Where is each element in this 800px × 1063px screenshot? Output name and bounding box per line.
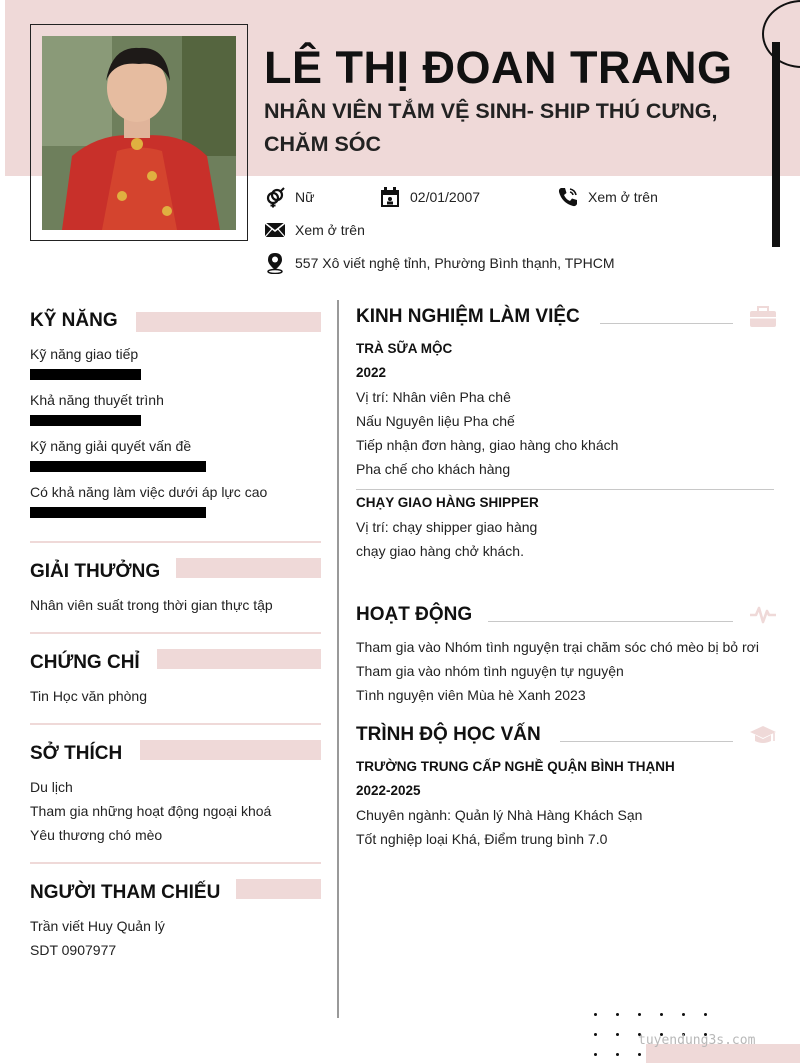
skill-label: Có khả năng làm việc dưới áp lực cao xyxy=(30,484,268,500)
skills-title-bar xyxy=(136,312,321,332)
decorative-dot xyxy=(616,1053,619,1056)
skill-level-bar xyxy=(30,369,141,380)
person-name: LÊ THỊ ĐOAN TRANG xyxy=(264,42,733,93)
job-line: Vị trí: chạy shipper giao hàng xyxy=(356,519,538,535)
column-divider xyxy=(337,300,339,1018)
job-separator xyxy=(356,489,774,490)
envelope-icon xyxy=(264,219,286,241)
section-separator xyxy=(30,862,321,864)
birthdate-value: 02/01/2007 xyxy=(410,189,481,205)
section-separator xyxy=(30,541,321,543)
watermark: tuyendung3s.com xyxy=(638,1033,756,1048)
calendar-icon xyxy=(379,186,401,208)
job-line: Nấu Nguyên liệu Pha chế xyxy=(356,413,515,429)
education-period: 2022-2025 xyxy=(356,783,421,798)
school-name: TRƯỜNG TRUNG CẤP NGHỀ QUẬN BÌNH THẠNH xyxy=(356,759,675,774)
skills-title: KỸ NĂNG xyxy=(30,310,118,331)
job-line: Tiếp nhận đơn hàng, giao hàng cho khách xyxy=(356,437,619,453)
decorative-dot xyxy=(616,1013,619,1016)
decorative-vertical-bar xyxy=(772,42,780,247)
reference-item: SDT 0907977 xyxy=(30,942,117,958)
decorative-dot xyxy=(638,1053,641,1056)
experience-title-line xyxy=(600,323,733,324)
job-company: CHẠY GIAO HÀNG SHIPPER xyxy=(356,495,539,510)
job-line: Pha chế cho khách hàng xyxy=(356,461,511,477)
job-company: TRÀ SỮA MỘC xyxy=(356,341,453,356)
skill-level-bar xyxy=(30,461,206,472)
address-value: 557 Xô viết nghệ tỉnh, Phường Bình thạnh, TPHCM xyxy=(295,255,615,271)
skill-label: Kỹ năng giao tiếp xyxy=(30,346,139,362)
activity-item: Tham gia vào nhóm tình nguyện tự nguyện xyxy=(356,663,624,679)
job-line: Vị trí: Nhân viên Pha chê xyxy=(356,389,511,405)
hobby-item: Du lịch xyxy=(30,779,73,795)
email-row xyxy=(264,219,365,241)
phone-icon xyxy=(557,186,579,208)
gender-icon xyxy=(264,186,286,208)
skill-label: Khả năng thuyết trình xyxy=(30,392,164,408)
activity-item: Tham gia vào Nhóm tình nguyện trại chăm sóc chó mèo bị bỏ rơi xyxy=(356,639,759,655)
certificates-title: CHỨNG CHỈ xyxy=(30,652,140,673)
hobby-item: Tham gia những hoạt động ngoại khoá xyxy=(30,803,272,819)
decorative-dot xyxy=(682,1013,685,1016)
education-title-line xyxy=(560,741,733,742)
decorative-dot xyxy=(660,1013,663,1016)
experience-title: KINH NGHIỆM LÀM VIỆC xyxy=(356,306,580,327)
certificate-item: Tin Học văn phòng xyxy=(30,688,147,704)
decorative-dot xyxy=(594,1013,597,1016)
hobby-item: Yêu thương chó mèo xyxy=(30,827,163,843)
awards-title-bar xyxy=(176,558,321,578)
section-separator xyxy=(30,632,321,634)
graduation-cap-icon xyxy=(749,724,777,746)
gender-row xyxy=(264,186,314,208)
decorative-dot xyxy=(594,1053,597,1056)
reference-item: Trần viết Huy Quản lý xyxy=(30,918,165,934)
skill-level-bar xyxy=(30,507,206,518)
awards-title: GIẢI THƯỞNG xyxy=(30,561,161,582)
skill-label: Kỹ năng giải quyết vấn đề xyxy=(30,438,192,454)
pulse-icon xyxy=(749,604,777,626)
education-title: TRÌNH ĐỘ HỌC VẤN xyxy=(356,724,541,745)
references-title-bar xyxy=(236,879,321,899)
section-separator xyxy=(30,723,321,725)
references-title: NGƯỜI THAM CHIẾU xyxy=(30,882,221,903)
location-pin-icon xyxy=(264,252,286,274)
job-period: 2022 xyxy=(356,365,387,380)
hobbies-title: SỞ THÍCH xyxy=(30,743,123,764)
address-row xyxy=(264,252,614,274)
phone-value: Xem ở trên xyxy=(588,189,658,205)
activities-title: HOẠT ĐỘNG xyxy=(356,604,473,625)
decorative-dot xyxy=(638,1013,641,1016)
job-line: chạy giao hàng chở khách. xyxy=(356,543,524,559)
skill-level-bar xyxy=(30,415,141,426)
email-value: Xem ở trên xyxy=(295,222,365,238)
decorative-dot xyxy=(616,1033,619,1036)
phone-row xyxy=(557,186,658,208)
hobbies-title-bar xyxy=(140,740,321,760)
certificates-title-bar xyxy=(157,649,321,669)
briefcase-icon xyxy=(749,306,777,328)
gender-value: Nữ xyxy=(295,189,315,205)
decorative-dot xyxy=(704,1013,707,1016)
award-item: Nhân viên suất trong thời gian thực tập xyxy=(30,597,273,613)
job-title: NHÂN VIÊN TẮM VỆ SINH- SHIP THÚ CƯNG, CHĂM SÓC xyxy=(264,99,718,156)
education-line: Chuyên ngành: Quản lý Nhà Hàng Khách Sạn xyxy=(356,807,643,823)
birthdate-row xyxy=(379,186,480,208)
decorative-dot xyxy=(594,1033,597,1036)
activities-title-line xyxy=(488,621,733,622)
education-line: Tốt nghiệp loại Khá, Điểm trung bình 7.0 xyxy=(356,831,608,847)
activity-item: Tình nguyện viên Mùa hè Xanh 2023 xyxy=(356,687,586,703)
avatar xyxy=(42,36,236,230)
